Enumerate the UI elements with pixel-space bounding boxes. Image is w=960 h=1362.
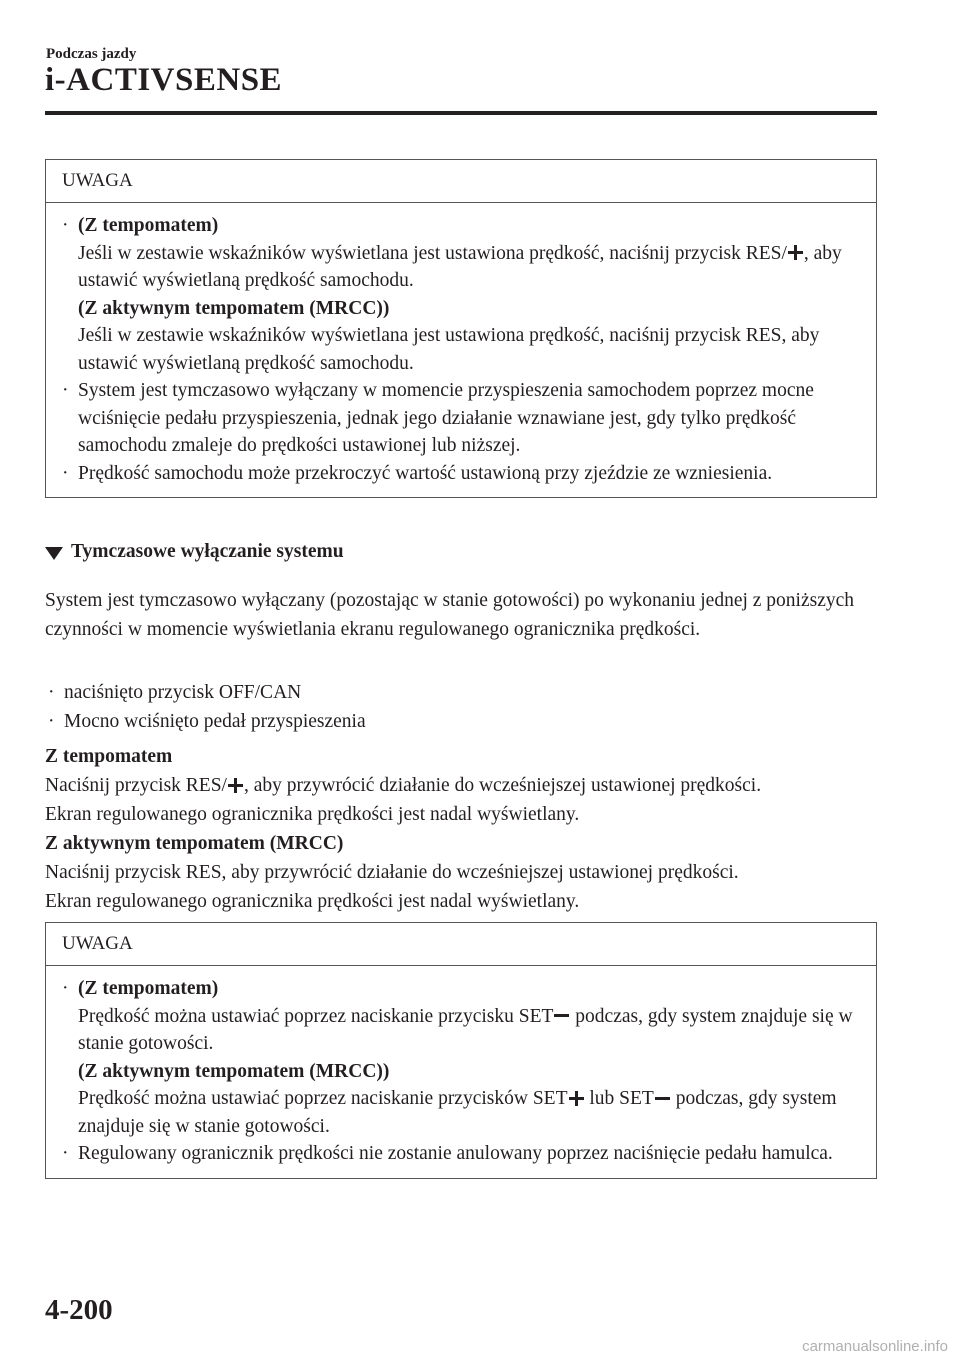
note-bullet <box>62 460 866 488</box>
note-box-2 <box>45 922 877 1179</box>
note-text-part: Prędkość można ustawiać poprzez naciskanie przycisku SET <box>78 1005 554 1027</box>
note-bullet <box>62 212 866 377</box>
text-part: Naciśnij przycisk RES/ <box>45 775 227 796</box>
note-bullet <box>62 377 866 460</box>
minus-icon <box>554 1008 569 1023</box>
note-subheading: (Z tempomatem) <box>78 978 219 999</box>
section-heading-text: Tymczasowe wyłączanie systemu <box>71 541 344 562</box>
subsection-text: Ekran regulowanego ogranicznika prędkości jest nadal wyświetlany. <box>45 891 580 912</box>
header-rule <box>45 111 877 115</box>
plus-icon <box>788 245 803 260</box>
note-bullet <box>62 975 866 1140</box>
note-subheading: (Z tempomatem) <box>78 215 219 236</box>
list-item-text: Mocno wciśnięto pedał przyspieszenia <box>64 711 366 732</box>
list-item <box>48 678 868 707</box>
note-text <box>78 240 866 295</box>
note-text-part: podczas, gdy system znajduje się w stanie gotowości. <box>78 1005 853 1054</box>
condition-list <box>48 678 868 736</box>
note-text <box>78 1003 866 1058</box>
note-text-part: lub SET <box>584 1088 654 1109</box>
text-part: , aby przywrócić działanie do wcześniejszej ustawionej prędkości. <box>243 775 762 796</box>
section-intro: System jest tymczasowo wyłączany (pozostając w stanie gotowości) po wykonaniu jednej z poniższych czynności w momencie wyświetlania ekranu regulowanego ogranicznika prędkości. <box>45 590 855 640</box>
note-text-part: , aby ustawić wyświetlaną prędkość samochodu. <box>78 242 842 291</box>
note-bullet <box>62 1140 866 1168</box>
bullet-dot: · <box>48 711 55 732</box>
note-text: System jest tymczasowo wyłączany w momencie przyspieszenia samochodem poprzez mocne wciśnięcie pedału przyspieszenia, jednak jego działanie wznawiane jest, gdy tylko prędkość samochodu zmaleje do prędkości ustawionej lub niższej. <box>78 380 814 456</box>
subsection-text: Ekran regulowanego ogranicznika prędkości jest nadal wyświetlany. <box>45 804 580 825</box>
note-subheading: (Z aktywnym tempomatem (MRCC)) <box>78 297 390 319</box>
bullet-dot: · <box>62 978 69 999</box>
plus-icon <box>228 778 243 793</box>
note-text: Jeśli w zestawie wskaźników wyświetlana jest ustawiona prędkość, naciśnij przycisk RES, aby ustawić wyświetlaną prędkość samochodu. <box>78 325 820 374</box>
note-title: UWAGA <box>46 923 876 966</box>
bullet-dot: · <box>62 380 69 401</box>
note-text <box>78 1085 866 1140</box>
subsection-heading: Z tempomatem <box>45 746 173 767</box>
page-title: i-ACTIVSENSE <box>45 62 283 98</box>
note-text-part: podczas, gdy system znajduje się w stanie gotowości. <box>78 1088 837 1137</box>
note-subheading: (Z aktywnym tempomatem (MRCC)) <box>78 1060 390 1082</box>
list-item-text: naciśnięto przycisk OFF/CAN <box>64 682 302 703</box>
page-number: 4-200 <box>45 1294 113 1326</box>
note-text-part: Jeśli w zestawie wskaźników wyświetlana jest ustawiona prędkość, naciśnij przycisk RES/ <box>78 242 787 264</box>
subsection-text <box>45 771 875 800</box>
watermark: carmanualsonline.info <box>802 1338 948 1355</box>
note-text-part: Prędkość można ustawiać poprzez naciskanie przycisków SET <box>78 1088 568 1109</box>
subsection-heading: Z aktywnym tempomatem (MRCC) <box>45 833 344 854</box>
note-title: UWAGA <box>46 160 876 203</box>
triangle-down-icon <box>45 547 63 560</box>
minus-icon <box>655 1091 670 1106</box>
bullet-dot: · <box>62 215 69 236</box>
bullet-dot: · <box>62 1143 69 1164</box>
bullet-dot: · <box>62 462 69 484</box>
section-label: Podczas jazdy <box>46 46 137 62</box>
subsection-cruise <box>45 742 875 916</box>
bullet-dot: · <box>48 682 55 703</box>
note-box-1 <box>45 159 877 498</box>
note-text: Prędkość samochodu może przekroczyć wartość ustawioną przy zjeździe ze wzniesienia. <box>78 462 773 484</box>
section-heading <box>45 541 344 563</box>
plus-icon <box>569 1091 584 1106</box>
subsection-text: Naciśnij przycisk RES, aby przywrócić działanie do wcześniejszej ustawionej prędkości. <box>45 862 739 883</box>
note-text: Regulowany ogranicznik prędkości nie zostanie anulowany poprzez naciśnięcie pedału hamulca. <box>78 1143 833 1164</box>
list-item <box>48 707 868 736</box>
